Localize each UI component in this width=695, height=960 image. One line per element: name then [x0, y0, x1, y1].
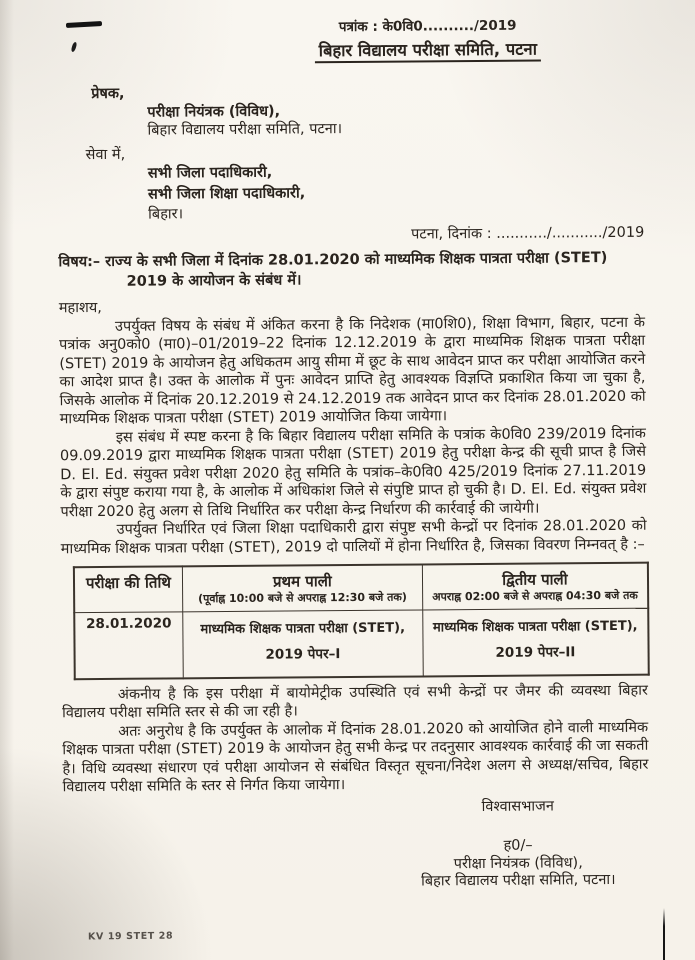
header-first-shift: प्रथम पाली (पूर्वाह्न 10:00 बजे से अपराह्न 12:30 बजे तक) [182, 564, 422, 611]
body-paragraph-4: अंकनीय है कि इस परीक्षा में बायोमेट्रीक उपस्थिति एवं सभी केन्द्रों पर जैमर की व्यवस्था बिहार विद्यालय परीक्षा समिति स्तर से की जा रही है। [61, 682, 648, 722]
org-title: बिहार विद्यालय परीक्षा समिति, पटना [315, 38, 541, 63]
place-date-line: पटना, दिनांक : .........../.........../2019 [411, 224, 645, 243]
signatory-org: बिहार विद्यालय परीक्षा समिति, पटना। [421, 871, 616, 890]
exam-schedule-table [73, 562, 650, 680]
subject-text: राज्य के सभी जिला में दिनांक 28.01.2020 को माध्यमिक शिक्षक पात्रता परीक्षा (STET) 2019 के आयोजन के संबंध में। [105, 249, 608, 290]
letter-ref-number: पत्रांक : के0वि0........../2019 [338, 17, 517, 36]
cell-exam-date: 28.01.2020 [74, 612, 183, 679]
header-second-shift: द्वितीय पाली अपराह्न 02:00 बजे से अपराह्न 04:30 बजे तक [422, 563, 648, 610]
sender-label: प्रेषक, [91, 85, 125, 103]
subject-label: विषय:– [58, 253, 101, 271]
recipient-line: बिहार। [148, 206, 184, 223]
footer-code: KV 19 STET 28 [87, 930, 174, 943]
sender-org: बिहार विद्यालय परीक्षा समिति, पटना। [147, 121, 343, 139]
subject-line [58, 248, 644, 293]
recipient-label: सेवा में, [85, 146, 126, 163]
cell-second-shift: माध्यमिक शिक्षक पात्रता परीक्षा (STET), 2019 पेपर–II [423, 608, 649, 676]
header-exam-date: परीक्षा की तिथि [74, 566, 183, 612]
recipient-line: सभी जिला शिक्षा पदाधिकारी, [147, 184, 306, 203]
recipient-line: सभी जिला पदाधिकारी, [147, 164, 273, 182]
body-paragraph-1: उपर्युक्त विषय के संबंध में अंकित करना है कि निदेशक (मा0शि0), शिक्षा विभाग, बिहार, पटना के पत्रांक अनु0को0 (मा0)–01/2019–22 दिनांक 12.12.2019 के द्वारा माध्यमिक शिक्षक पात्रता परीक्षा (STET) 2019 के आयोजन हेतु अधिकतम आयु सीमा में छूट के साथ आवेदन प्राप्त कर परीक्षा आयोजित करने का आदेश प्राप्त है। उक्त के आलोक में पुनः आवेदन प्राप्ति हेतु आवश्यक विज्ञप्ति प्रकाशित किया जा चुका है, जिसके आलोक में दिनांक 20.12.2019 से 24.12.2019 तक आवेदन प्राप्त कर दिनांक 28.01.2020 को माध्यमिक शिक्षक पात्रता परीक्षा (STET) 2019 आयोजित किया जायेगा। [59, 314, 646, 428]
sender-name: परीक्षा नियंत्रक (विविध), [147, 103, 281, 121]
table-header-row [74, 563, 648, 613]
body-paragraph-2: इस संबंध में स्पष्ट करना है कि बिहार विद्यालय परीक्षा समिति के पत्रांक के0वि0 239/2019 दिनांक 09.09.2019 द्वारा माध्यमिक शिक्षक पात्रता परीक्षा (STET) 2019 हेतु परीक्षा केन्द्र की सूची प्राप्त है जिसे D. El. Ed. संयुक्त प्रवेश परीक्षा 2020 हेतु समिति के पत्रांक–के0वि0 425/2019 दिनांक 27.11.2019 के द्वारा संपुष्ट कराया गया है, के आलोक में अधिकांश जिले से संपुष्टि प्राप्त हो चुकी है। D. El. Ed. संयुक्त प्रवेश परीक्षा 2020 हेतु अलग से तिथि निर्धारित कर परीक्षा केन्द्र निर्धारण की कार्रवाई की जायेगी। [59, 425, 647, 520]
scan-line-artifact [663, 908, 665, 960]
signatory-name: परीक्षा नियंत्रक (विविध), [453, 854, 583, 872]
body-paragraph-3: उपर्युक्त निर्धारित एवं जिला शिक्षा पदाधिकारी द्वारा संपुष्ट सभी केन्द्रों पर दिनांक 28.01.2020 को माध्यमिक शिक्षक पात्रता परीक्षा (STET), 2019 दो पालियों में होना निर्धारित है, जिसका विवरण निम्नवत् है :– [60, 517, 647, 557]
letter-content [57, 12, 650, 894]
salutation: महाशय, [58, 299, 102, 317]
table-row [74, 608, 649, 679]
cell-first-shift: माध्यमिक शिक्षक पात्रता परीक्षा (STET), 2019 पेपर–I [183, 610, 423, 678]
signed-mark: ह0/– [503, 837, 533, 854]
letter-head [57, 16, 643, 66]
valediction: विश्वासभाजन [481, 797, 555, 815]
body-paragraph-5: अतः अनुरोध है कि उपर्युक्त के आलोक में दिनांक 28.01.2020 को आयोजित होने वाली माध्यमिक शिक्षक पात्रता परीक्षा (STET) 2019 के आयोजन हेतु सभी केन्द्र पर तदनुसार आवश्यक कार्रवाई की जा सकती है। विधि व्यवस्था संधारण एवं परीक्षा आयोजन से संबंधित विस्तृत सूचना/निदेश अलग से अध्यक्ष/सचिव, बिहार विद्यालय परीक्षा समिति के स्तर से निर्गत किया जायेगा। [62, 719, 649, 796]
signature-block [398, 796, 639, 891]
